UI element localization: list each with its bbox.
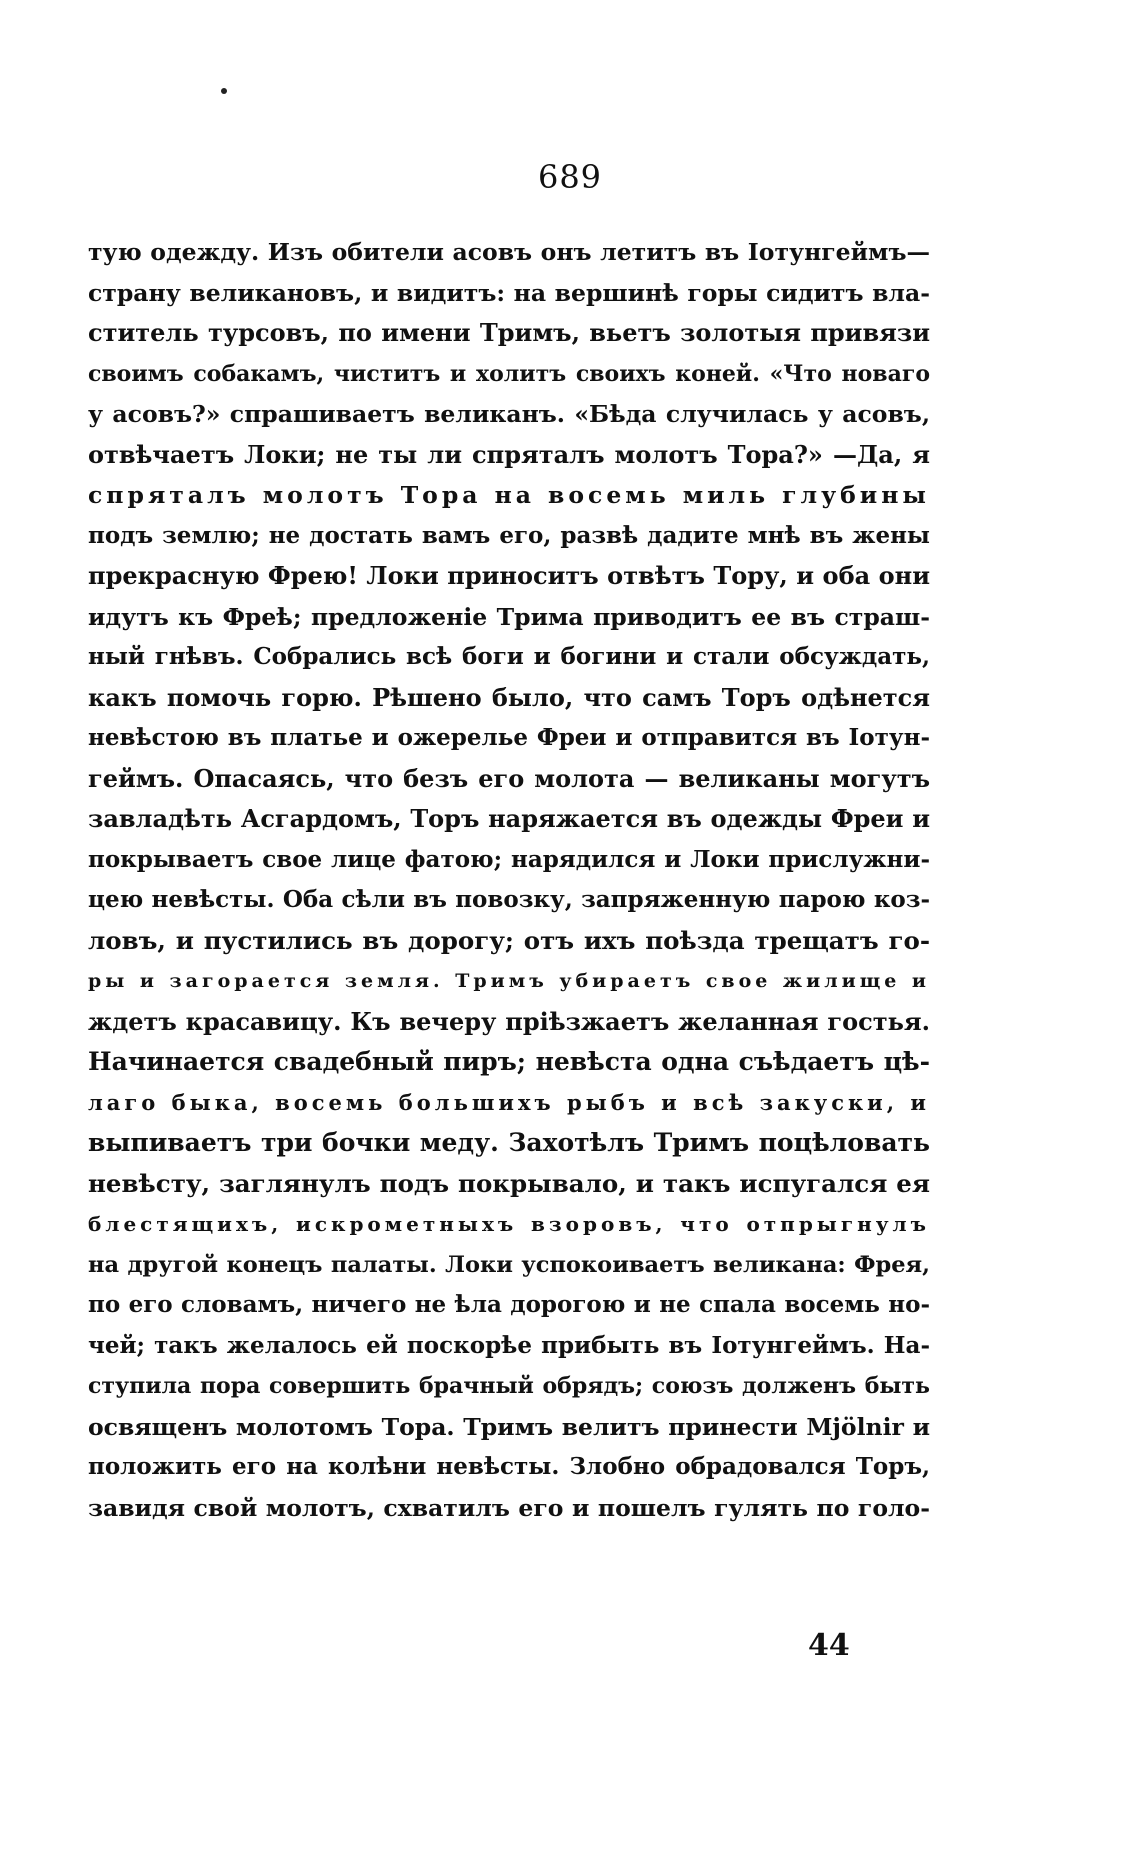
print-speck [221,88,227,94]
text-line: завидя свой молотъ, схватилъ его и пошелъ гулять по голо- [88,1493,930,1522]
text-line: положить его на колѣни невѣсты. Злобно обрадовался Торъ, [88,1453,930,1480]
text-line: геймъ. Опасаясь, что безъ его молота — великаны могутъ [88,763,930,793]
text-line: чей; такъ желалось ей поскорѣе прибыть въ Іотунгеймъ. На- [88,1331,930,1359]
text-line: какъ помочь горю. Рѣшено было, что самъ Торъ одѣнется [88,682,930,712]
text-line: ры и загорается земля. Тримъ убираетъ свое жилище и [88,970,930,992]
text-line: ждетъ красавицу. Къ вечеру пріѣзжаетъ желанная гостья. [88,1006,930,1036]
text-line: на другой конецъ палаты. Локи успокоиваетъ великана: Фрея, [88,1251,930,1278]
text-line: тую одежду. Изъ обители асовъ онъ летитъ въ Іотунгеймъ— [88,238,930,266]
text-line: страну великановъ, и видитъ: на вершинѣ горы сидитъ вла- [88,278,930,307]
text-line: Начинается свадебный пиръ; невѣста одна съѣдаетъ цѣ- [88,1047,930,1076]
text-line: покрываетъ свое лице фатою; нарядился и Локи прислужни- [88,845,930,873]
page-number: 689 [537,158,603,196]
text-line: прекрасную Фрею! Локи приноситъ отвѣтъ Тору, и оба они [88,561,930,590]
text-line: отвѣчаетъ Локи; не ты ли спряталъ молотъ Тора?» —Да, я [88,439,930,469]
text-line: спряталъ молотъ Тора на восемь миль глубины [88,481,930,509]
text-line: выпиваетъ три бочки меду. Захотѣлъ Тримъ поцѣловать [88,1128,930,1157]
text-line: ловъ, и пустились въ дорогу; отъ ихъ поѣзда трещатъ го- [88,925,930,955]
text-line: своимъ собакамъ, чиститъ и холитъ своихъ коней. «Что новаго [88,360,930,387]
text-line: ститель турсовъ, по имени Тримъ, вьетъ золотыя привязи [88,318,930,347]
text-line: по его словамъ, ничего не ѣла дорогою и не спала восемь но- [88,1291,930,1318]
text-line: цею невѣсты. Оба сѣли въ повозку, запряженную парою коз- [88,886,930,913]
text-line: невѣстою въ платье и ожерелье Фреи и отправится въ Іотун- [88,724,930,751]
text-line: у асовъ?» спрашиваетъ великанъ. «Бѣда случилась у асовъ, [88,400,930,428]
text-line: невѣсту, заглянулъ подъ покрывало, и такъ испугался ея [88,1168,930,1198]
text-line: ный гнѣвъ. Собрались всѣ боги и богини и стали обсуждать, [88,643,930,670]
text-line: лаго быка, восемь большихъ рыбъ и всѣ закуски, и [88,1089,930,1115]
text-line: освященъ молотомъ Тора. Тримъ велитъ принести Mjölnir и [88,1412,930,1441]
text-line: подъ землю; не достать вамъ его, развѣ дадите мнѣ въ жены [88,521,930,549]
text-line: завладѣть Асгардомъ, Торъ наряжается въ одежды Фреи и [88,804,930,833]
text-line: блестящихъ, искрометныхъ взоровъ, что отпрыгнулъ [88,1212,930,1236]
body-text [88,232,930,1528]
text-line: идутъ къ Фреѣ; предложеніе Трима приводитъ ее въ страш- [88,602,930,631]
signature-mark: 44 [808,1628,850,1663]
text-line: ступила пора совершить брачный обрядъ; союзъ долженъ быть [88,1373,930,1399]
